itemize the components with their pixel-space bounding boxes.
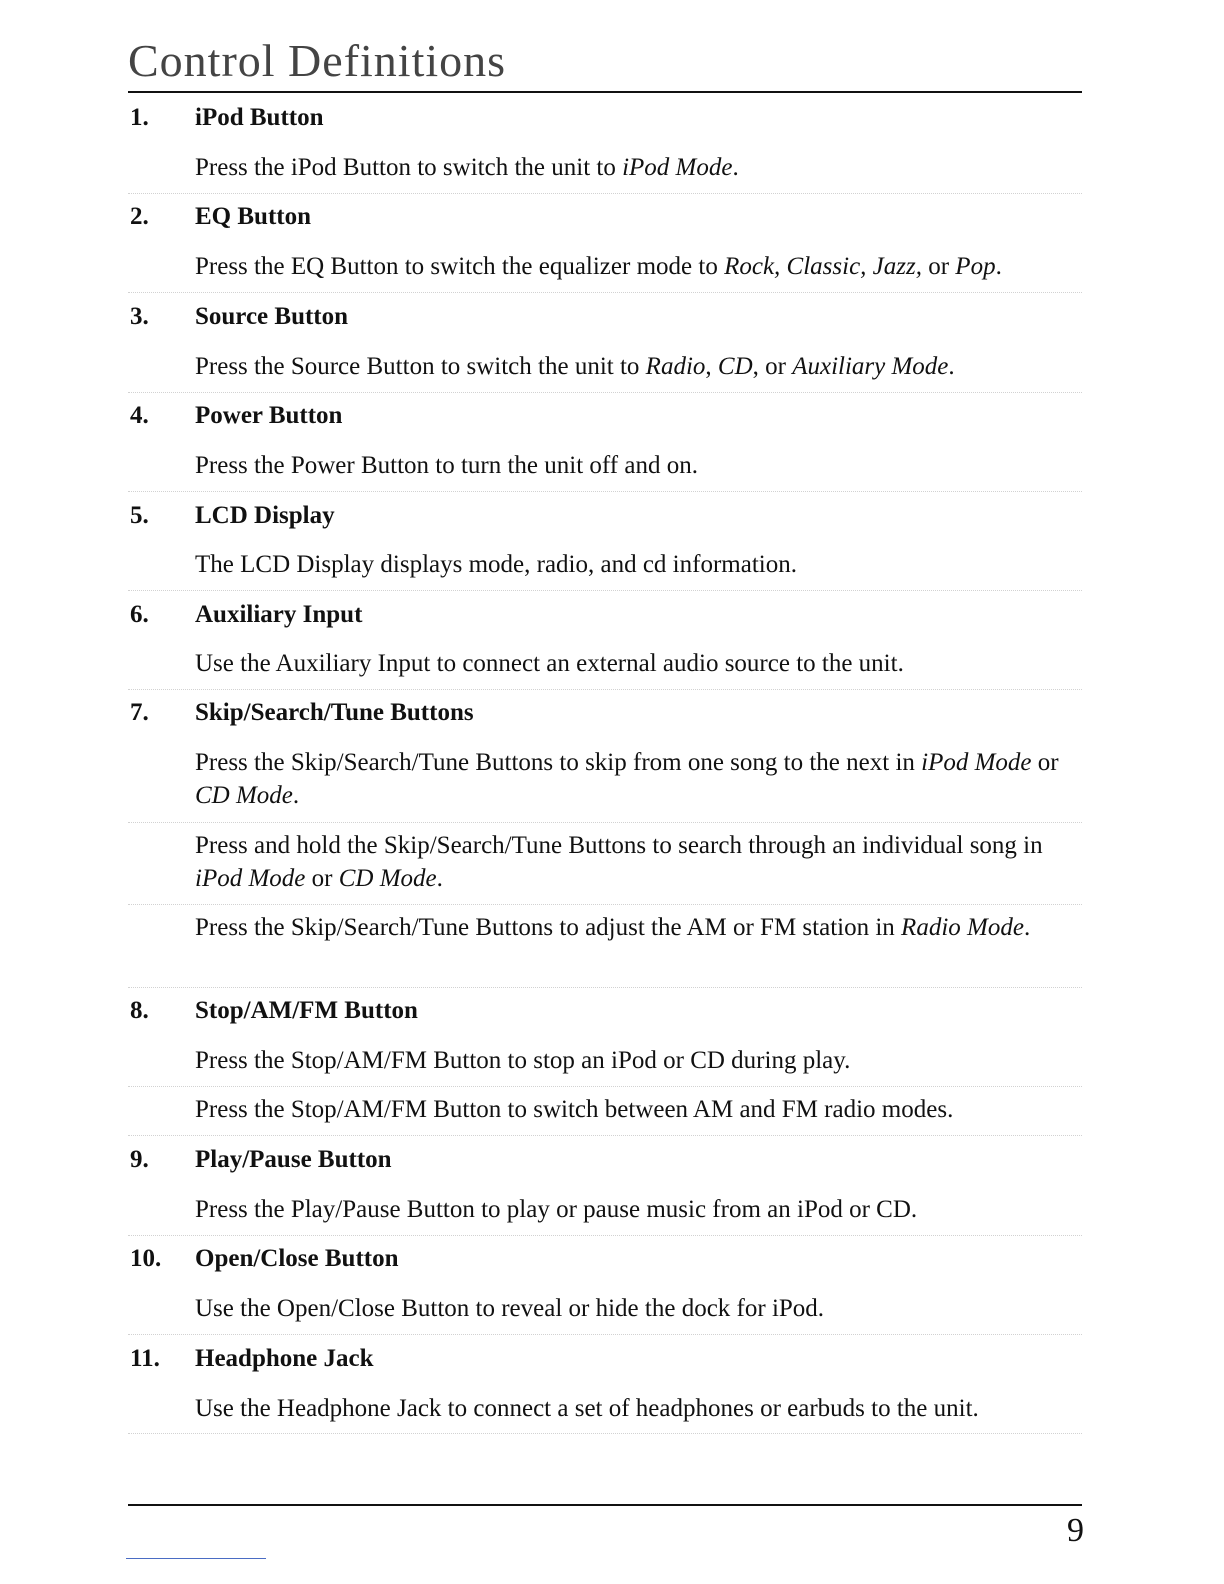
item-number: 6. — [130, 601, 149, 628]
item-heading: EQ Button — [195, 203, 312, 230]
text-run: Press the Stop/AM/FM Button to switch between AM and FM radio modes. — [195, 1096, 954, 1123]
text-run: Use the Headphone Jack to connect a set of headphones or earbuds to the unit. — [195, 1395, 979, 1422]
separator-line — [128, 491, 1082, 492]
italic-term: CD — [717, 353, 753, 380]
italic-term: CD Mode — [195, 782, 293, 809]
separator-line — [128, 1086, 1082, 1087]
item-heading: Power Button — [195, 402, 343, 429]
text-run: . — [732, 154, 739, 181]
footer-rule — [128, 1504, 1082, 1506]
text-run: , or — [752, 353, 793, 380]
item-description — [195, 1292, 1075, 1325]
separator-line — [128, 1235, 1082, 1236]
text-run: Press the Stop/AM/FM Button to stop an iPod or CD during play. — [195, 1047, 851, 1074]
text-run: Press the Play/Pause Button to play or pause music from an iPod or CD. — [195, 1196, 918, 1223]
item-description — [195, 449, 1075, 482]
item-description — [195, 548, 1075, 581]
accent-line — [126, 1558, 266, 1559]
text-run: . — [292, 782, 300, 809]
text-run: Use the Open/Close Button to reveal or hide the dock for iPod. — [195, 1295, 825, 1322]
italic-term: Auxiliary Mode — [792, 353, 949, 380]
text-run: Press the Power Button to turn the unit off and on. — [195, 452, 698, 479]
italic-term: Pop — [955, 253, 996, 280]
item-description — [195, 250, 1075, 283]
italic-term: CD Mode — [338, 865, 437, 892]
item-number: 3. — [130, 303, 149, 330]
text-run: or — [921, 253, 956, 280]
text-run: Use the Auxiliary Input to connect an external audio source to the unit. — [195, 650, 904, 677]
separator-line — [128, 193, 1082, 194]
separator-line — [128, 1135, 1082, 1136]
separator-line — [128, 1433, 1082, 1434]
text-run: , — [705, 353, 718, 380]
separator-line — [128, 1334, 1082, 1335]
item-description — [195, 746, 1075, 812]
text-run: Press the Skip/Search/Tune Buttons to adjust the AM or FM station in — [195, 914, 902, 941]
item-number: 2. — [130, 203, 149, 230]
text-run: Press the Skip/Search/Tune Buttons to skip from one song to the next in — [195, 749, 922, 776]
item-heading: Play/Pause Button — [195, 1146, 392, 1173]
separator-line — [128, 292, 1082, 293]
separator-line — [128, 822, 1082, 823]
separator-line — [128, 987, 1082, 988]
page-number: 9 — [1067, 1512, 1084, 1549]
text-run: Press the iPod Button to switch the unit to — [195, 154, 623, 181]
item-number: 5. — [130, 502, 149, 529]
item-description — [195, 1093, 1075, 1126]
item-description — [195, 1193, 1075, 1226]
item-number: 4. — [130, 402, 149, 429]
item-description — [195, 151, 1075, 184]
item-description — [195, 1392, 1075, 1425]
text-run: Press the Source Button to switch the unit to — [195, 353, 646, 380]
italic-term: iPod Mode — [921, 749, 1032, 776]
text-run: or — [1031, 749, 1059, 776]
separator-line — [128, 689, 1082, 690]
item-number: 9. — [130, 1146, 149, 1173]
text-run: . — [1023, 914, 1031, 941]
item-number: 11. — [130, 1345, 160, 1372]
item-heading: LCD Display — [195, 502, 335, 529]
item-heading: Headphone Jack — [195, 1345, 374, 1372]
italic-term: Radio — [645, 353, 706, 380]
item-heading: Skip/Search/Tune Buttons — [195, 699, 474, 726]
item-number: 10. — [130, 1245, 162, 1272]
item-number: 1. — [130, 104, 149, 131]
separator-line — [128, 392, 1082, 393]
text-run: The LCD Display displays mode, radio, and cd information. — [195, 551, 797, 578]
text-run: Press and hold the Skip/Search/Tune Buttons to search through an individual song in — [195, 832, 1043, 859]
item-heading: Stop/AM/FM Button — [195, 997, 418, 1024]
text-run: Press the EQ Button to switch the equalizer mode to — [195, 253, 725, 280]
item-description — [195, 911, 1075, 944]
item-heading: iPod Button — [195, 104, 324, 131]
text-run: or — [305, 865, 339, 892]
text-run: . — [948, 353, 955, 380]
title-rule — [128, 91, 1082, 93]
item-description — [195, 829, 1075, 895]
item-heading: Open/Close Button — [195, 1245, 399, 1272]
item-description — [195, 1044, 1075, 1077]
page-title: Control Definitions — [128, 35, 507, 86]
italic-term: Radio Mode — [901, 914, 1024, 941]
text-run: . — [436, 865, 443, 892]
italic-term: Rock, Classic, Jazz, — [724, 253, 922, 280]
item-heading: Auxiliary Input — [195, 601, 363, 628]
separator-line — [128, 904, 1082, 905]
item-number: 8. — [130, 997, 149, 1024]
item-description — [195, 647, 1075, 680]
text-run: . — [995, 253, 1002, 280]
italic-term: iPod Mode — [195, 865, 306, 892]
item-description — [195, 350, 1075, 383]
item-heading: Source Button — [195, 303, 349, 330]
separator-line — [128, 590, 1082, 591]
item-number: 7. — [130, 699, 149, 726]
italic-term: iPod Mode — [622, 154, 733, 181]
